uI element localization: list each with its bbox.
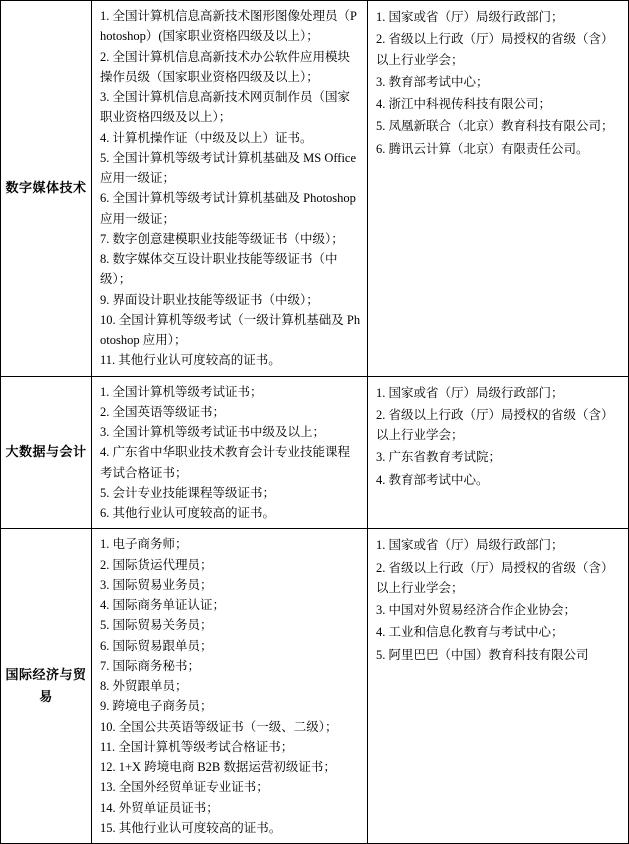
list-item: 5. 凤凰新联合（北京）教育科技有限公司； [376, 119, 614, 134]
list-item: 6. 全国计算机等级考试计算机基础及 Photoshop 应用一级证； [100, 191, 356, 226]
list-item: 7. 国际商务秘书； [100, 658, 201, 673]
list-item: 5. 阿里巴巴（中国）教育科技有限公司 [376, 647, 589, 662]
list-item: 3. 全国计算机信息高新技术网页制作员（国家职业资格四级及以上）； [100, 90, 351, 125]
list-item: 5. 全国计算机等级考试计算机基础及 MS Office 应用一级证； [100, 150, 357, 185]
certificate-list [92, 1, 367, 376]
major-name-cell: 数字媒体技术 [1, 1, 92, 377]
organization-list [368, 377, 628, 497]
certificates-cell [92, 1, 368, 377]
certificates-cell [92, 529, 368, 844]
list-item: 1. 全国计算机等级考试证书； [100, 384, 263, 399]
list-item: 15. 其他行业认可度较高的证书。 [100, 820, 282, 835]
list-item: 2. 省级以上行政（厅）局授权的省级（含）以上行业学会； [376, 560, 614, 595]
list-item: 5. 国际贸易关务员； [100, 618, 213, 633]
list-item: 6. 国际贸易跟单员； [100, 638, 213, 653]
list-item: 4. 工业和信息化教育与考试中心； [376, 625, 564, 640]
list-item: 3. 中国对外贸易经济合作企业协会； [376, 603, 577, 617]
list-item: 2. 全国英语等级证书； [100, 404, 226, 419]
list-item: 9. 界面设计职业技能等级证书（中级）； [100, 292, 319, 307]
organization-list [368, 1, 628, 166]
list-item: 1. 国家或省（厅）局级行政部门； [376, 10, 564, 24]
list-item: 14. 外贸单证员证书； [100, 800, 219, 815]
list-item: 13. 全国外经贸单证专业证书； [100, 780, 269, 795]
list-item: 6. 腾讯云计算（北京）有限责任公司。 [376, 141, 589, 156]
list-item: 2. 国际货运代理员； [100, 557, 213, 572]
table-row [1, 376, 629, 529]
list-item: 4. 教育部考试中心。 [376, 472, 489, 487]
table-row [1, 529, 629, 844]
list-item: 4. 计算机操作证（中级及以上）证书。 [100, 130, 313, 145]
certificate-list [92, 377, 367, 529]
list-item: 2. 省级以上行政（厅）局授权的省级（含）以上行业学会； [376, 407, 614, 442]
major-name-cell: 大数据与会计 [1, 376, 92, 529]
list-item: 12. 1+X 跨境电商 B2B 数据运营初级证书； [100, 760, 336, 774]
organizations-cell [368, 376, 629, 529]
major-name-cell: 国际经济与贸易 [1, 529, 92, 844]
list-item: 1. 国家或省（厅）局级行政部门； [376, 385, 564, 400]
list-item: 3. 教育部考试中心； [376, 74, 489, 89]
list-item: 1. 全国计算机信息高新技术图形图像处理员（Photoshop）(国家职业资格四级及以上）； [100, 9, 357, 44]
certificate-list [92, 529, 367, 843]
list-item: 4. 广东省中华职业技术教育会计专业技能课程考试合格证书； [100, 445, 351, 480]
list-item: 3. 国际贸易业务员； [100, 577, 213, 592]
list-item: 6. 其他行业认可度较高的证书。 [100, 506, 276, 520]
list-item: 3. 全国计算机等级考试证书中级及以上； [100, 425, 326, 439]
list-item: 8. 外贸跟单员； [100, 679, 188, 693]
list-item: 4. 国际商务单证认证； [100, 598, 226, 612]
organizations-cell [368, 1, 629, 377]
list-item: 11. 其他行业认可度较高的证书。 [100, 353, 281, 368]
list-item: 9. 跨境电子商务员； [100, 699, 213, 714]
list-item: 7. 数字创意建模职业技能等级证书（中级）； [100, 231, 344, 246]
list-item: 1. 国家或省（厅）局级行政部门； [376, 538, 564, 553]
list-item: 2. 全国计算机信息高新技术办公软件应用模块操作员级（国家职业资格四级及以上）； [100, 49, 351, 84]
list-item: 11. 全国计算机等级考试合格证书； [100, 739, 294, 754]
organization-list [368, 529, 628, 672]
list-item: 4. 浙江中科视传科技有限公司； [376, 97, 552, 111]
organizations-cell [368, 529, 629, 844]
list-item: 1. 电子商务师； [100, 537, 188, 552]
list-item: 3. 广东省教育考试院； [376, 450, 502, 465]
list-item: 5. 会计专业技能课程等级证书； [100, 485, 276, 500]
certificates-cell [92, 376, 368, 529]
table-body [1, 1, 629, 844]
list-item: 10. 全国公共英语等级证书（一级、二级）； [100, 719, 338, 734]
table-row [1, 1, 629, 377]
list-item: 2. 省级以上行政（厅）局授权的省级（含）以上行业学会； [376, 32, 614, 67]
list-item: 8. 数字媒体交互设计职业技能等级证书（中级）； [100, 252, 338, 287]
list-item: 10. 全国计算机等级考试（一级计算机基础及 Photoshop 应用）； [100, 312, 361, 347]
